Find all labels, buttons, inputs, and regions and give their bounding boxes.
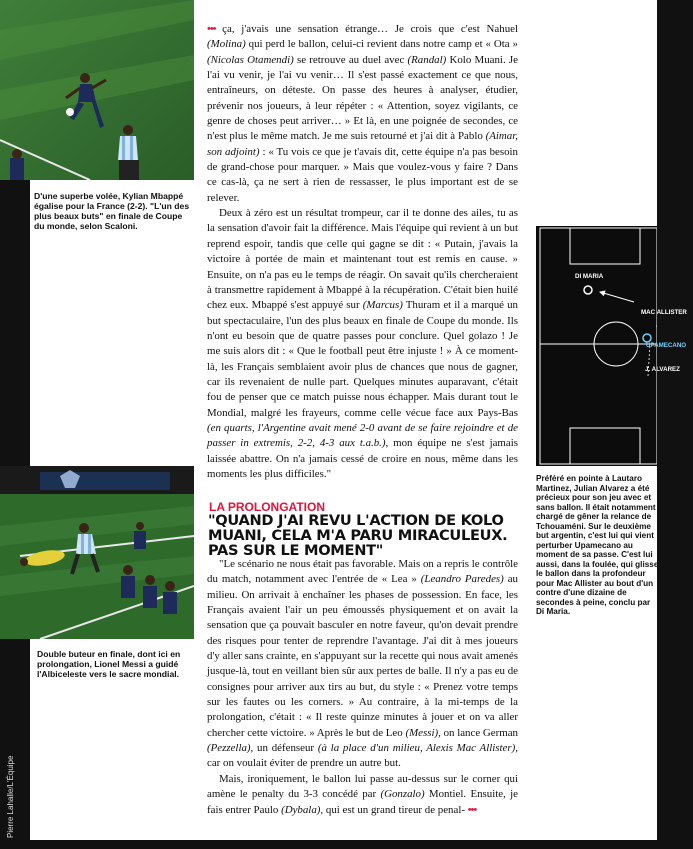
photo-credit: Pierre Lahalle/L'Équipe — [6, 755, 15, 838]
diagram-caption: Préféré en pointe à Lautaro Martinez, Julian Alvarez a été précieux pour son jeu avec et sans ballon. Il était notamment chargé de gêner la relance de Tchouaméni. Sur le deuxième but argentin, c'est lui qui vient perturber Upamecano au moment de sa passe. C'est lui aussi, dans la foulée, qui glisse le ballon dans la profondeur pour Mac Allister au bout d'un contre d'une dizaine de secondes à peine, conclu par Di Maria. — [536, 474, 659, 617]
messi-photo — [0, 466, 194, 639]
label-di-maria: DI MARIA — [575, 273, 604, 280]
messi-photo-illustration — [0, 466, 194, 639]
tactical-diagram — [536, 226, 687, 466]
article-body-top — [207, 22, 518, 482]
paragraph-3: "Le scénario ne nous était pas favorable. Mais on a repris le contrôle du match, notamment avec l'entrée de « Lea » (Leandro Paredes) au milieu. On arrivait à enchaîner les phases de possession. En face, les Français avaient l'air un peu émoussés physiquement et on avait la sensation que ça pouvait basculer en notre faveur, qu'on devait prendre des risques pour tenter de reprendre l'avantage. J'ai dit à mes joueurs d'y aller sans crainte, en s'appuyant sur la recette qui nous avait amenés jusque-là, tout en veillant bien sûr aux pertes de balle. Il n'y a pas eu de consignes pour arriver aux tirs au but, du style : « Prenez votre temps sur les fautes ou les corners. » Au contraire, à la mi-temps de la prolongation, c'était : « Il reste quinze minutes à jouer et on va aller chercher cette victoire. » Après le but de Leo (Messi), on lance German (Pezzella), un défenseur (à la place d'un milieu, Alexis Mac Allister), car on voulait éviter de prendre un autre but. — [207, 558, 519, 770]
label-mac-allister: MAC ALLISTER — [641, 309, 687, 316]
mbappe-photo — [0, 0, 194, 180]
article-body-bottom — [207, 557, 518, 818]
mbappe-photo-illustration — [0, 0, 194, 180]
paragraph-2: Deux à zéro est un résultat trompeur, car il te donne des ailes, tu as la sensation d'avoir fait la différence. Mais l'équipe qui revient à un but reprend espoir, tandis que celle qui gagne se dit : « Putain, j'avais la victoire à portée de main et maintenant tout est remis en cause. » Ensuite, on n'a pas eu le temps de réagir. On savait qu'ils chercheraient à transmettre rapidement à Mbappé à la récupération. C'était bien huilé chez eux. Mbappé s'est appuyé sur (Marcus) Thuram et il a marqué un but spectaculaire, l'un des plus beaux en finale de Coupe du monde. Ils n'ont eu besoin que de quatre passes pour conclure. Quel golazo ! Je me suis alors dit : « Que le football peut être injuste ! » À ce moment-là, les Français semblaient avoir plus de chances que nous de gagner, car ils revenaient de nulle part. Quelques minutes auparavant, c'était fou de penser que ce match puisse nous échapper. Mais durant tout le Mondial, malgré les frayeurs, comme celle vécue face aux Pays-Bas (en quarts, l'Argentine avait mené 2-0 avant de se faire rejoindre et de passer in extremis, 2-2, 4-3 aux t.a.b.), mon équipe ne s'est jamais laissée abattre. On n'a jamais cessé de croire en nous, même dans les moments les plus difficiles." — [207, 207, 518, 480]
label-upamecano: UPAMECANO — [646, 342, 687, 349]
pitch-lines — [536, 226, 657, 466]
section-label: LA PROLONGATION — [209, 500, 325, 514]
section-headline: "QUAND J'AI REVU L'ACTION DE KOLO MUANI, CELA M'A PARU MIRACULEUX. PAS SUR LE MOMENT" — [208, 512, 508, 559]
photo-caption-bottom: Double buteur en finale, dont ici en prolongation, Lionel Messi a guidé l'Albiceleste vers le sacre mondial. — [37, 649, 181, 680]
paragraph-4: Mais, ironiquement, le ballon lui passe au-dessus sur le corner qui amène le penalty du 3-3 concédé par (Gonzalo) Montiel. Ensuite, je fais entrer Paulo (Dybala), qui est un grand tireur de penal- ••• — [207, 772, 518, 816]
photo-caption-top: D'une superbe volée, Kylian Mbappé égalise pour la France (2-2). "L'un des plus beaux buts" en finale de Coupe du monde, selon Scaloni. — [34, 191, 190, 232]
crowd-players — [10, 149, 24, 180]
player-dot-di-maria — [584, 286, 592, 294]
paragraph-1: ••• ça, j'avais une sensation étrange… Je crois que c'est Nahuel (Molina) qui perd le ballon, celui-ci revient dans notre camp et « Ota » (Nicolas Otamendi) se retrouve au duel avec (Randal) Kolo Muani. Je l'ai vu venir, je l'ai vu venir… Il s'est passé exactement ce que nous, entraîneurs, on déteste. On passe des heures à analyser, étudier, prévenir nos joueurs, à leur répéter : « Attention, soyez vigilants, ce genre de choses peut arriver… » Et là, en une poignée de secondes, ce n'est plus le même match. Je me suis retourné et j'ai dit à Pablo (Aimar, son adjoint) : « Tu vois ce que je t'avais dit, cette équipe n'a pas besoin de grand-chose pour marquer. » Mais que voulez-vous y faire ? Dans ce cas-là, ça ne sert à rien de ressasser, le plus important est de se relever. — [207, 23, 518, 204]
continuation-marker-end: ••• — [467, 803, 477, 816]
player-dot-upamecano-left — [643, 334, 651, 342]
continuation-marker: ••• — [207, 23, 216, 35]
label-alvarez: J. ALVAREZ — [645, 366, 680, 373]
